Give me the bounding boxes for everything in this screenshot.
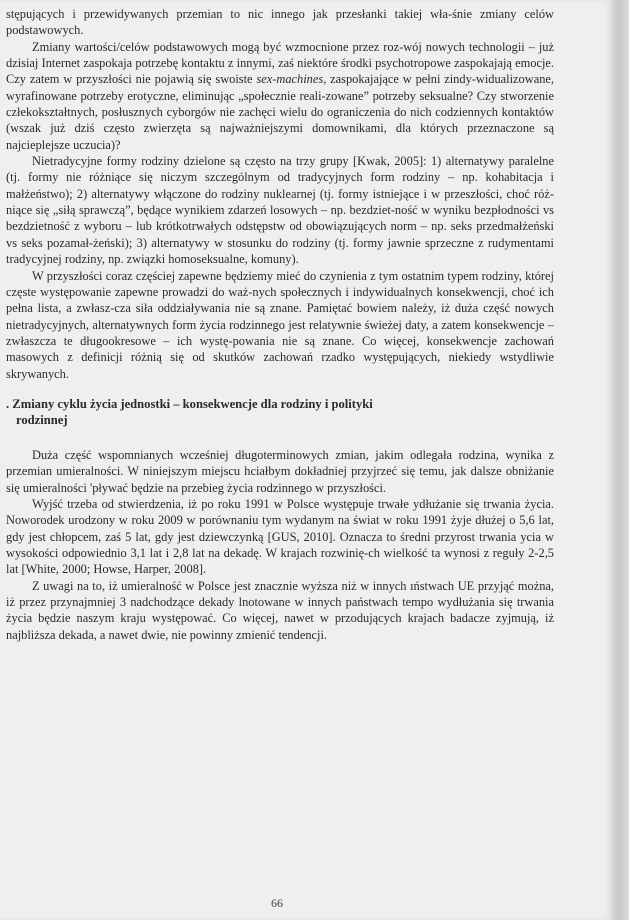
- paragraph-5: Duża część wspomnianych wcześniej długoterminowych zmian, jakim odlegała rodzina, wynika z przemian umieralności. W niniejszym miejscu hciałbym dokładniej przyjrzeć się temu, jak dalsze obniżanie się umieralności 'pływać będzie na przebieg życia rodzinnego w przyszłości.: [6, 447, 554, 495]
- paragraph-2-tail: , zaspokajające w pełni zindy-widualizowane, wyrafinowane potrzeby erotyczne, eliminując „społecznie reali-zowane” potrzeby seksualne? Czy stworzenie człekokształtnych, posłusznych cyborgów nie zachęci wielu do ograniczenia do nich codziennych kontaktów (wszak już dziś często zwierzęta są najważniejszymi domownikami, dla których przeznaczone są najcieplejsze uczucia)?: [6, 72, 554, 152]
- page-number: 66: [271, 896, 283, 910]
- paragraph-7: Z uwagi na to, iż umieralność w Polsce jest znacznie wyższa niż w innych ıństwach UE przyjąć można, iż przez przynajmniej 3 nadchodzące dekady lnotowane w innych państwach tempo wydłużania się trwania życia będzie naszym kraju występować. Co więcej, nawet w przodujących krajach badacze zyjmują, iż najbliższa dekada, a nawet dwie, nie powinny zmienić tendencji.: [6, 578, 554, 642]
- section-heading: [6, 396, 554, 429]
- paragraph-6: Wyjść trzeba od stwierdzenia, iż po roku 1991 w Polsce występuje trwałe ydłużanie się trwania życia. Noworodek urodzony w roku 2009 w porównaniu tym wydanym na świat w roku 1991 żyje dłużej o 5,6 lat, gdy jest chłopcem, zaś 5 lat, gdy jest dziewczynką [GUS, 2010]. Oznacza to średni przyrost trwania ycia w wysokości odpowiednio 3,1 lat i 2,8 lat na dekadę. W krajach rozwinię-ch wielkość ta wynosi z reguły 2-2,5 lat [White, 2000; Howse, Harper, 2008].: [6, 496, 554, 577]
- italic-term: sex-machines: [256, 72, 324, 87]
- page-edge-shadow: [612, 0, 629, 920]
- paragraph-4: W przyszłości coraz częściej zapewne będziemy mieć do czynienia z tym ostatnim typem rodziny, której częste występowanie zapewne prowadzi do waż-nych społecznych i indywidualnych konsekwencji, choć ich pełna lista, a zwłasz-cza siła oddziaływania nie są znane. Pamiętać bowiem należy, iż duża część nowych nietradycyjnych, alternatywnych form życia rodzinnego jest relatywnie świeżej daty, a zatem konsekwencje – zwłaszcza te długookresowe – ich wystę-powania nie są znane. Co więcej, konsekwencje zachowań masowych z definicji różnią się od skutków zachowań rzadko występujących, niekiedy wstydliwie skrywanych.: [6, 268, 554, 381]
- paragraph-1: stępujących i przewidywanych przemian to nic innego jak przesłanki takiej wła-śnie zmiany celów podstawowych.: [6, 7, 554, 38]
- paragraph-2-head: Zmiany wartości/celów podstawowych mogą być wzmocnione przez roz-wój nowych technologii – już dzisiaj Internet zaspokaja potrzebę kontaktu z innymi, zaś niektóre środki psychotropowe zaspokajają emocje. Czy zatem w przyszłości nie pojawią się swoiste: [6, 39, 554, 87]
- paragraph-3: Nietradycyjne formy rodziny dzielone są często na trzy grupy [Kwak, 2005]: 1) alternatywy paralelne (tj. formy nie różniące się niczym szczególnym od tradycyjnych form rodziny – np. kohabitacja i małżeństwo); 2) alternatywy włączone do rodziny nuklearnej (tj. formy istniejące i w przeszłości, choć róż-niące się „siłą sprawczą”, będące wynikiem zdarzeń losowych – np. bezdziet-ność w wyniku bezpłodności vs bezdzietność z wyboru – lub krótkotrwałych odstępstw od obowiązujących norm – np. seks przedmałżeński vs seks pozamał-żeński); 3) alternatywy w stosunku do rodziny (tj. formy jawnie sprzeczne z rudymentami tradycyjnej rodziny, np. związki homoseksualne, komuny).: [6, 154, 554, 267]
- body-text: [6, 6, 554, 643]
- section-heading-line2: rodzinnej: [16, 413, 68, 428]
- paragraph-2: [6, 39, 554, 153]
- section-heading-line1: . Zmiany cyklu życia jednostki – konsekwencje dla rodziny i polityki: [6, 396, 373, 411]
